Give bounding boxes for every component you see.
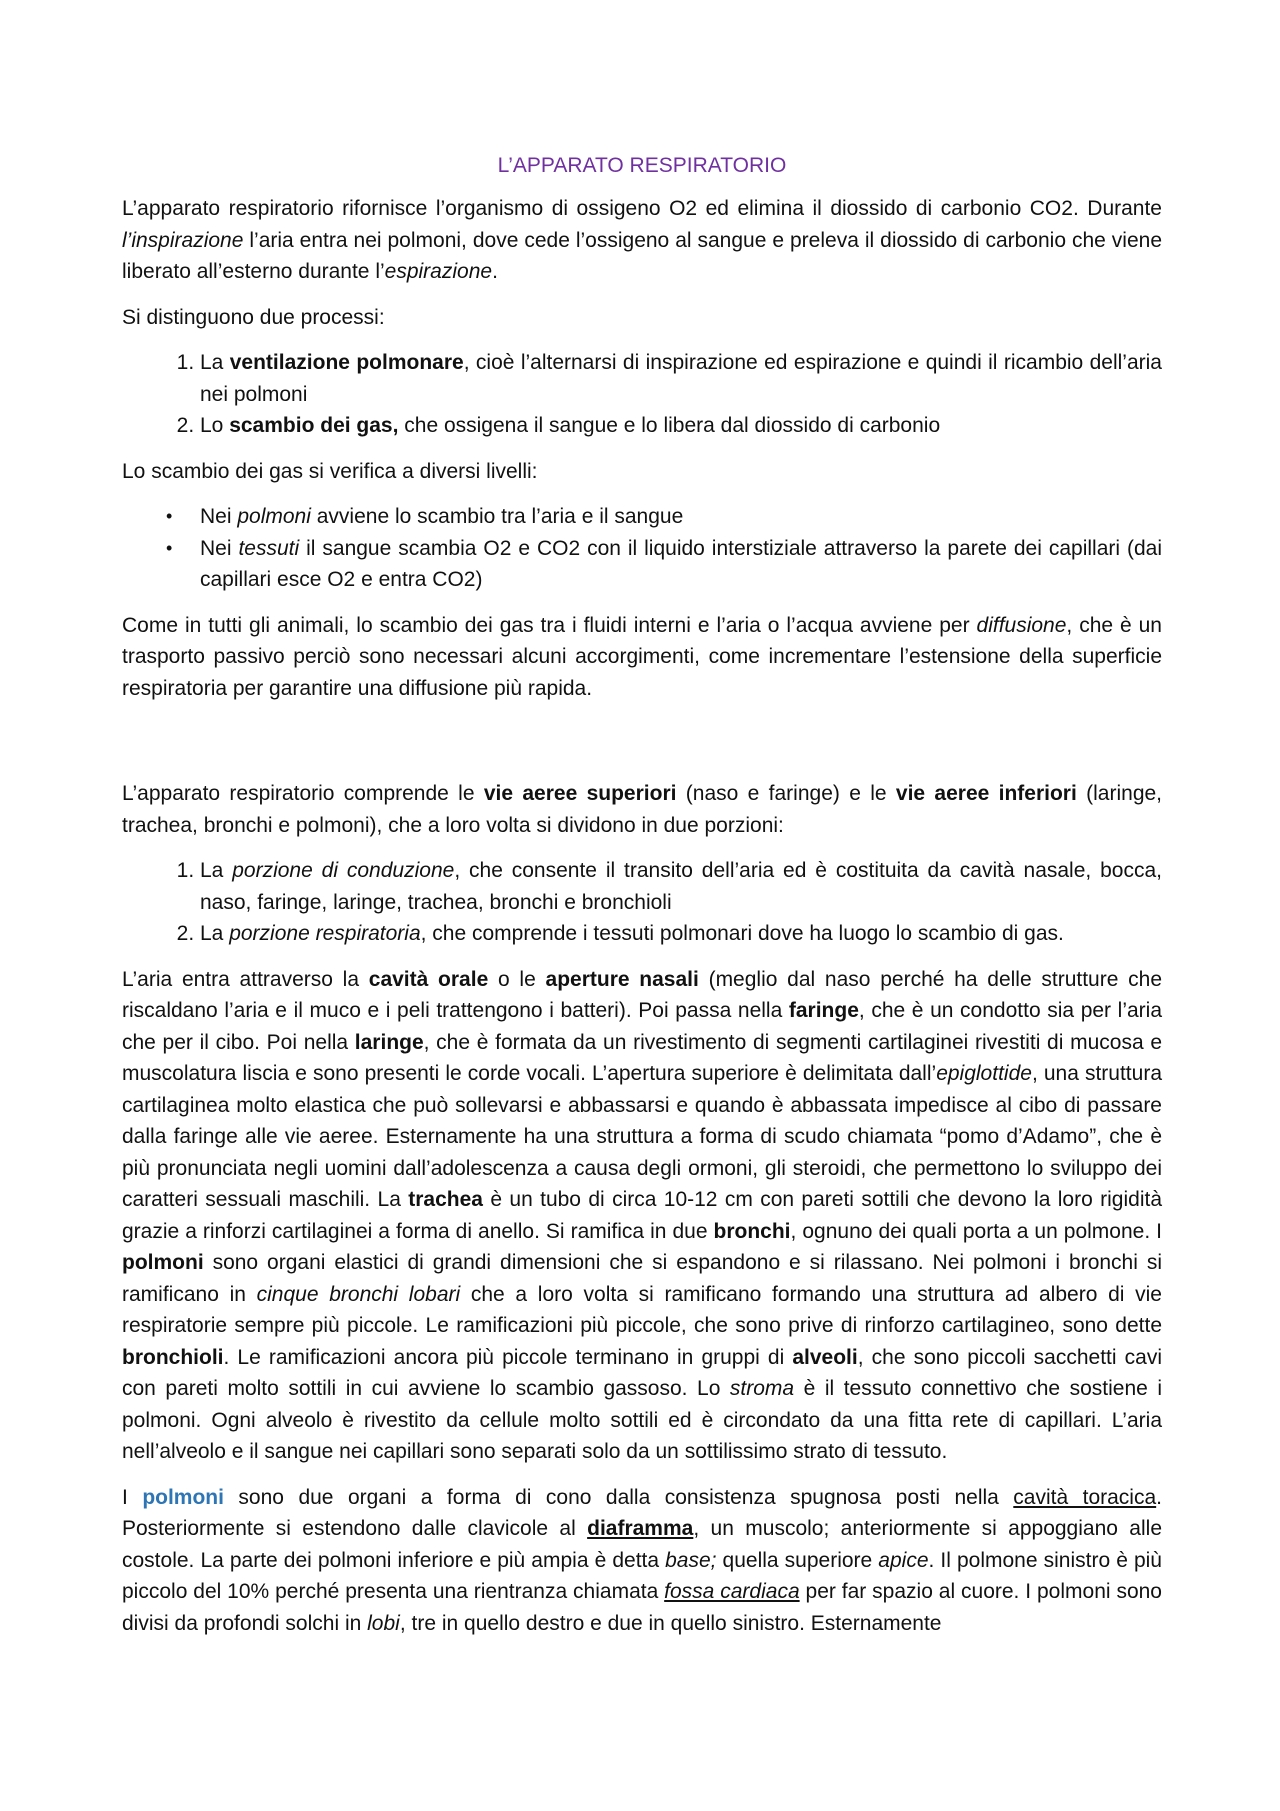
text-run: La [200,859,233,882]
levels-intro: Lo scambio dei gas si verifica a diversi livelli: [122,459,538,483]
text-run: . Il polmone sinistro è più piccolo del 10% perché presenta una rientranza chiamata [122,1548,1162,1603]
text-run: è il tessuto connettivo che sostiene i polmoni. Ogni alveolo è rivestito da cellule molto sottili ed è circondato da una fitta rete di capillari. L’aria nell’alveolo e il sangue nei capillari sono separati solo da un sottilissimo strato di tessuto. [122,1377,1162,1463]
list-item [166,501,1162,533]
italic-term: epiglottide [936,1062,1032,1085]
italic-underlined-term: fossa cardiaca [664,1580,800,1603]
text-run: La [200,351,230,374]
bold-term: aperture nasali [545,967,699,991]
bold-term: cavità orale [368,967,489,991]
text-run: che ossigena il sangue e lo libera dal diossido di carbonio [398,414,941,437]
italic-term: polmoni [237,505,311,528]
text-run: (laringe, trachea, bronchi e polmoni), che a loro volta si dividono in due porzioni: [122,782,1163,837]
list-item [166,533,1162,596]
text-run: La [200,922,230,945]
bold-term: laringe [354,1030,424,1054]
text-run: L’aria entra attraverso la [122,967,369,991]
text-run: l’aria entra nei polmoni, dove cede l’ossigeno al sangue e preleva il diossido di carbonio che viene liberato all’esterno durante l’ [122,228,1162,283]
highlight-term: polmoni [142,1485,224,1509]
underlined-term: cavità toracica [1013,1485,1157,1509]
bold-term: trachea [408,1188,483,1211]
text-run: . [492,260,498,283]
bold-term: vie aeree inferiori [895,782,1077,805]
bold-term: ventilazione polmonare [229,351,464,374]
text-run: Lo [200,414,230,437]
bold-term: polmoni [122,1251,204,1274]
text-run: I [122,1485,143,1509]
italic-term: tessuti [238,536,300,560]
air-path-paragraph [122,964,1162,1468]
document-body [122,150,1162,1653]
processes-list [122,347,1162,442]
italic-term: base; [665,1548,717,1572]
list-item [200,347,1162,410]
text-run: (naso e faringe) e le [676,782,896,805]
text-run: , che consente il transito dell’aria ed è costituita da cavità nasale, bocca, naso, faringe, laringe, trachea, bronchi e bronchioli [200,859,1162,914]
text-run: , che è un condotto sia per l’aria che per il cibo. Poi nella [122,999,1162,1054]
italic-term: porzione di conduzione [232,859,455,882]
text-run: , che sono piccoli sacchetti cavi con pareti molto sottili in cui avviene lo scambio gassoso. Lo [122,1345,1162,1400]
text-run: che a loro volta si ramificano formando una struttura ad albero di vie respiratorie sempre più piccole. Le ramificazioni più piccole, che sono prive di rinforzo cartilagineo, sono dette [122,1282,1162,1337]
text-run: per far spazio al cuore. I polmoni sono divisi da profondi solchi in [122,1580,1162,1635]
diffusion-paragraph [122,610,1162,705]
bold-term: alveoli [792,1345,858,1369]
lungs-paragraph [122,1482,1162,1640]
bold-term: scambio dei gas, [229,414,399,437]
text-run: , cioè l’alternarsi di inspirazione ed espirazione e quindi il ricambio dell’aria nei polmoni [200,351,1162,406]
levels-list [122,501,1162,596]
intro-paragraph [122,193,1162,288]
bullet-icon: • [166,537,173,558]
text-run: , che comprende i tessuti polmonari dove ha luogo lo scambio di gas. [420,922,1064,945]
list-item [200,855,1162,918]
text-run: (meglio dal naso perché ha delle strutture che riscaldano l’aria e il muco e i peli trattengono i batteri). Poi passa nella [122,967,1163,1022]
text-run: Come in tutti gli animali, lo scambio dei gas tra i fluidi interni e l’aria o l’acqua avviene per [122,613,977,637]
text-run: , tre in quello destro e due in quello sinistro. Esternamente [399,1611,942,1635]
text-run: quella superiore [716,1548,879,1572]
list-item [200,918,1162,950]
spacer [122,718,1162,778]
text-run: , un muscolo; anteriormente si appoggiano alle costole. La parte dei polmoni inferiore e più ampia è detta [122,1517,1162,1572]
italic-term: porzione respiratoria [229,922,421,945]
text-run: sono organi elastici di grandi dimensioni che si espandono e si rilassano. Nei polmoni i bronchi si ramificano in [122,1251,1162,1306]
italic-term: apice [878,1548,929,1572]
text-run: sono due organi a forma di cono dalla consistenza spugnosa posti nella [223,1485,1014,1509]
text-run: , una struttura cartilaginea molto elastica che può sollevarsi e abbassarsi e quando è abbassata impedisce al cibo di passare dalla faringe alle vie aeree. Esternamente ha una struttura a forma di scudo chiamata “pomo d’Adamo”, che è più pronunciata negli uomini dall’adolescenza a causa degli ormoni, gli steroidi, che permettono lo sviluppo dei caratteri sessuali maschili. La [122,1062,1162,1211]
text-run: , che è un trasporto passivo perciò sono necessari alcuni accorgimenti, come incrementare l’estensione della superficie respiratoria per garantire una diffusione più rapida. [122,613,1162,700]
bold-underlined-term: diaframma [587,1517,694,1540]
text-run: Nei [200,536,239,560]
text-run: L’apparato respiratorio comprende le [122,782,484,805]
airways-paragraph [122,778,1162,841]
bold-term: faringe [788,999,859,1022]
document-title: L’APPARATO RESPIRATORIO [497,154,787,177]
portions-list [122,855,1162,950]
italic-term: lobi [367,1611,400,1635]
italic-term: espirazione [384,260,493,283]
text-run: avviene lo scambio tra l’aria e il sangue [310,505,684,528]
italic-term: stroma [729,1377,795,1400]
italic-term: l’inspirazione [122,228,244,252]
text-run: il sangue scambia O2 e CO2 con il liquido interstiziale attraverso la parete dei capillari (dai capillari esce O2 e entra CO2) [200,536,1162,591]
text-run: , che è formata da un rivestimento di segmenti cartilaginei rivestiti di mucosa e muscolatura liscia e sono presenti le corde vocali. L’apertura superiore è delimitata dall’ [122,1030,1162,1085]
text-run: Nei [200,505,238,528]
text-run: . Le ramificazioni ancora più piccole terminano in gruppi di [223,1345,793,1369]
text-run: , ognuno dei quali porta a un polmone. I [790,1219,1163,1243]
processes-intro: Si distinguono due processi: [122,305,385,329]
italic-term: cinque bronchi lobari [256,1282,461,1306]
italic-term: diffusione [976,613,1067,637]
bold-term: vie aeree superiori [483,782,677,805]
text-run: L’apparato respiratorio rifornisce l’organismo di ossigeno O2 ed elimina il diossido di carbonio CO2. Durante [122,197,1162,220]
bold-term: bronchi [713,1219,791,1243]
text-run: è un tubo di circa 10-12 cm con pareti sottili che devono la loro rigidità grazie a rinforzi cartilaginei a forma di anello. Si ramifica in due [122,1188,1162,1243]
list-item [200,410,1162,442]
bold-term: bronchioli [122,1345,224,1369]
bullet-icon: • [166,506,173,526]
text-run: o le [488,967,546,991]
text-run: . Posteriormente si estendono dalle clavicole al [122,1485,1162,1540]
